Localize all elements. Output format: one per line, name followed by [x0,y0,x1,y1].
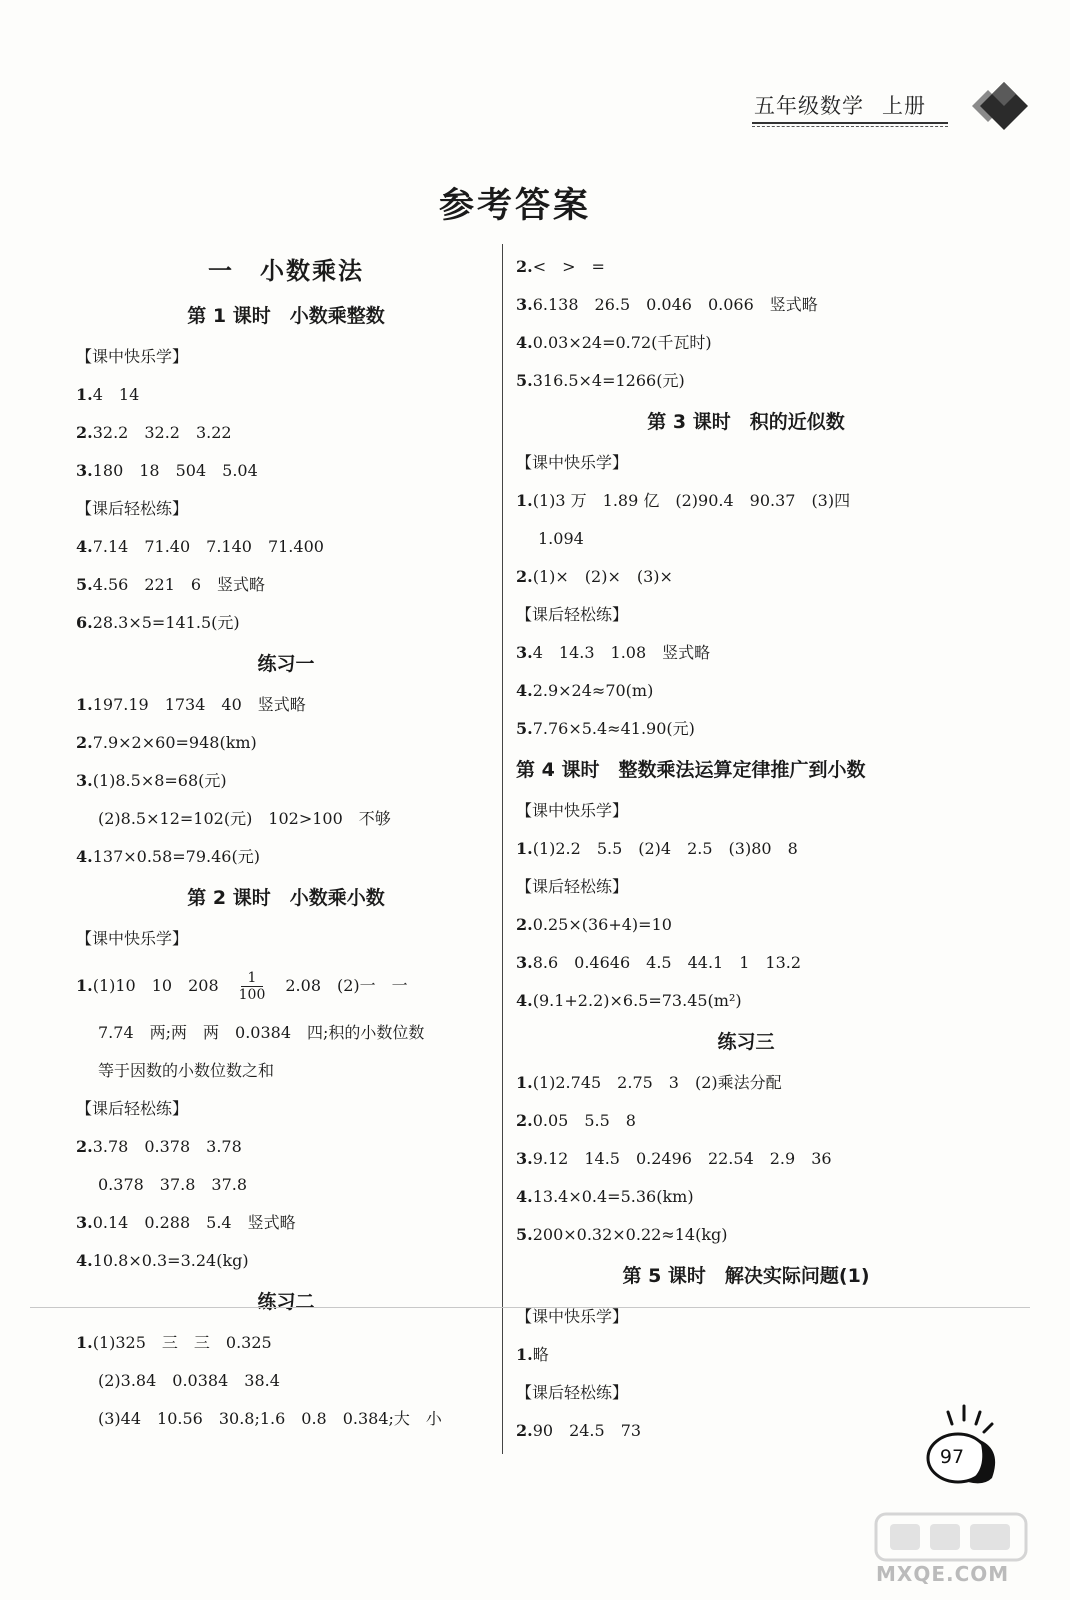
book-header [754,90,926,120]
section-tag: 【课中快乐学】 [516,453,629,472]
answer-number: 5. [76,575,93,594]
lesson-heading: 第 1 课时 小数乘整数 [187,305,385,327]
answer-text: 9.12 14.5 0.2496 22.54 2.9 36 [532,1149,832,1168]
fraction-numerator: 1 [247,969,257,986]
answer-line [76,414,496,452]
answer-line [76,838,496,876]
section-tag: 【课后轻松练】 [76,499,189,518]
answer-number: 3. [76,771,93,790]
answer-line [516,1336,976,1374]
diamond-ornament-icon [968,80,1038,136]
page-title: 参考答案 [438,186,591,226]
answer-text: 316.5×4=1266(元) [532,371,685,390]
answer-text: 4.56 221 6 竖式略 [92,575,266,594]
answer-number: 5. [516,719,533,738]
answer-text: (9.1+2.2)×6.5=73.45(m²) [532,991,742,1010]
answer-text: 略 [532,1345,549,1364]
column-divider [502,244,503,1454]
right-column [516,248,976,1450]
section-tag: 【课后轻松练】 [516,605,629,624]
lesson-heading: 第 5 课时 解决实际问题(1) [622,1265,870,1287]
answer-text: 8.6 0.4646 4.5 44.1 1 13.2 [532,953,802,972]
answer-number: 4. [516,991,533,1010]
answer-line [516,1412,976,1450]
answer-line [76,1204,496,1242]
answer-number: 3. [516,953,533,972]
answer-text: 6.138 26.5 0.046 0.066 竖式略 [532,295,818,314]
answer-text: (1)10 10 208 [92,976,219,995]
faint-rule [30,1307,1030,1308]
fraction-denominator: 100 [238,986,266,1003]
section-tag: 【课后轻松练】 [76,1099,189,1118]
answer-text: 197.19 1734 40 竖式略 [92,695,306,714]
answer-line [76,686,496,724]
answer-line [516,1178,976,1216]
answer-continuation: 等于因数的小数位数之和 [98,1061,275,1080]
answer-continuation: 1.094 [538,529,584,548]
answer-text: 32.2 32.2 3.22 [92,423,232,442]
answer-line [516,1102,976,1140]
header-grade-subject: 五年级数学 [754,94,864,118]
answer-text: (1)× (2)× (3)× [532,567,673,586]
answer-number: 4. [516,1187,533,1206]
answer-text: 0.03×24=0.72(千瓦时) [532,333,712,352]
exercise-heading: 练习一 [257,653,315,675]
answer-number: 5. [516,371,533,390]
answer-number: 1. [76,385,93,404]
section-tag: 【课后轻松练】 [516,1383,629,1402]
answer-text: 13.4×0.4=5.36(km) [532,1187,694,1206]
unit-heading: 一 小数乘法 [208,257,364,285]
answer-line [516,558,976,596]
answer-text: 7.9×2×60=948(km) [92,733,257,752]
answer-number: 3. [516,295,533,314]
answer-line [76,452,496,490]
lesson-heading: 第 2 课时 小数乘小数 [187,887,385,909]
answer-text: 7.76×5.4≈41.90(元) [532,719,695,738]
answer-number: 1. [516,1073,533,1092]
answer-text: (1)2.2 5.5 (2)4 2.5 (3)80 8 [532,839,798,858]
answer-line [516,1064,976,1102]
answer-number: 5. [516,1225,533,1244]
answer-line [516,634,976,672]
section-tag: 【课中快乐学】 [516,1307,629,1326]
answer-line [76,604,496,642]
answer-number: 4. [516,681,533,700]
answer-text: 0.14 0.288 5.4 竖式略 [92,1213,296,1232]
answer-text: 90 24.5 73 [532,1421,642,1440]
answer-continuation: 7.74 两;两 两 0.0384 四;积的小数位数 [98,1023,425,1042]
answer-number: 2. [516,257,533,276]
section-tag: 【课中快乐学】 [76,929,189,948]
header-underline [752,122,948,124]
answer-line [516,944,976,982]
header-volume: 上册 [882,94,926,118]
watermark-text: MXQE.COM [876,1562,1010,1586]
answer-text: 0.05 5.5 8 [532,1111,636,1130]
answer-number: 1. [76,1333,93,1352]
answer-text: 10.8×0.3=3.24(kg) [92,1251,249,1270]
answer-text: (1)2.745 2.75 3 (2)乘法分配 [532,1073,782,1092]
left-column [76,248,496,1438]
answer-number: 6. [76,613,93,632]
header-dashed-line [752,126,948,127]
answer-text: 137×0.58=79.46(元) [92,847,260,866]
answer-text: 0.25×(36+4)=10 [532,915,672,934]
answer-number: 2. [516,567,533,586]
answer-line [516,906,976,944]
answer-number: 4. [76,847,93,866]
answer-number: 1. [516,491,533,510]
answer-number: 1. [76,695,93,714]
exercise-heading: 练习三 [717,1031,775,1053]
answer-number: 1. [516,839,533,858]
answer-text: 4 14.3 1.08 竖式略 [532,643,711,662]
answer-text: < > = [532,257,605,276]
answer-line [76,724,496,762]
answer-line [516,830,976,868]
answer-number: 3. [76,461,93,480]
answer-line [516,362,976,400]
answer-number: 2. [516,915,533,934]
answer-line [516,248,976,286]
section-tag: 【课中快乐学】 [516,801,629,820]
lesson-heading: 第 4 课时 整数乘法运算定律推广到小数 [516,759,866,781]
answer-number: 2. [516,1421,533,1440]
answer-number: 3. [76,1213,93,1232]
answer-number: 2. [76,733,93,752]
answer-number: 3. [516,1149,533,1168]
fraction [239,970,266,1003]
answer-line [516,482,976,520]
answer-number: 2. [516,1111,533,1130]
answer-continuation: (3)44 10.56 30.8;1.6 0.8 0.384;大 小 [98,1409,442,1428]
answer-line [516,982,976,1020]
answer-text: 4 14 [92,385,140,404]
answer-number: 3. [516,643,533,662]
answer-continuation: (2)3.84 0.0384 38.4 [98,1371,280,1390]
answer-line [76,762,496,800]
answer-text: 7.14 71.40 7.140 71.400 [92,537,324,556]
answer-line [516,1216,976,1254]
page-number: 97 [939,1446,965,1468]
section-tag: 【课中快乐学】 [76,347,189,366]
answer-text: (1)8.5×8=68(元) [92,771,227,790]
answer-line [76,528,496,566]
answer-text: 3.78 0.378 3.78 [92,1137,242,1156]
answer-line [76,376,496,414]
page-number-badge-icon [918,1400,1004,1490]
answer-text: 2.08 (2)一 一 [285,976,408,995]
answer-line [76,1242,496,1280]
answer-number: 2. [76,423,93,442]
answer-line [76,958,496,1014]
answer-line [76,1128,496,1166]
answer-number: 4. [516,333,533,352]
answer-line [76,1324,496,1362]
answer-text: 28.3×5=141.5(元) [92,613,240,632]
answer-line [516,286,976,324]
answer-line [516,710,976,748]
answer-number: 4. [76,537,93,556]
lesson-heading: 第 3 课时 积的近似数 [647,411,845,433]
answer-text: 200×0.32×0.22≈14(kg) [532,1225,728,1244]
answer-number: 4. [76,1251,93,1270]
answer-number: 1. [516,1345,533,1364]
answer-line [516,1140,976,1178]
answer-line [76,566,496,604]
answer-text: (1)325 三 三 0.325 [92,1333,272,1352]
answer-line [516,324,976,362]
answer-number: 1. [76,976,93,995]
section-tag: 【课后轻松练】 [516,877,629,896]
answer-text: 180 18 504 5.04 [92,461,258,480]
answer-number: 2. [76,1137,93,1156]
answer-text: 2.9×24≈70(m) [532,681,654,700]
answer-line [516,672,976,710]
answer-continuation: (2)8.5×12=102(元) 102>100 不够 [98,809,391,828]
answer-continuation: 0.378 37.8 37.8 [98,1175,248,1194]
exercise-heading: 练习二 [257,1291,315,1313]
answer-text: (1)3 万 1.89 亿 (2)90.4 90.37 (3)四 [532,491,851,510]
